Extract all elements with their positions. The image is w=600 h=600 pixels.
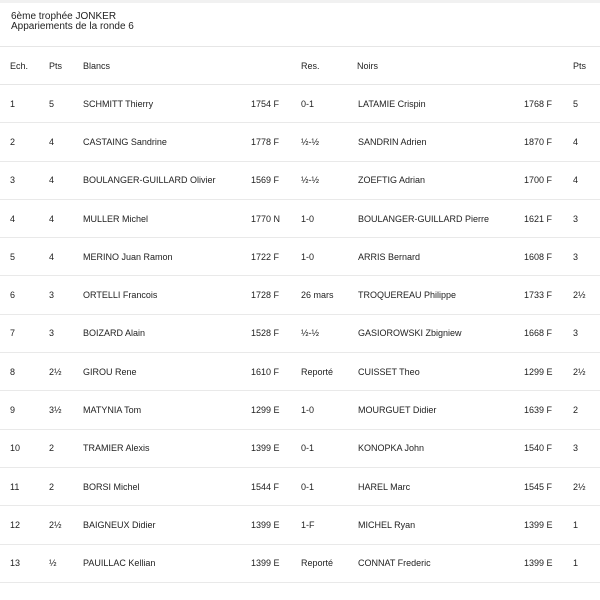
- cell-white-rating: 1610 F: [239, 353, 291, 391]
- cell-white-rating: 1544 F: [239, 467, 291, 505]
- cell-result: 0-1: [291, 429, 347, 467]
- table-row: [0, 506, 600, 544]
- cell-black-rating: 1621 F: [512, 199, 563, 237]
- cell-result: 1-0: [291, 238, 347, 276]
- header-white-elo: [239, 47, 291, 85]
- cell-board-number: 7: [0, 314, 39, 352]
- cell-board-number: 9: [0, 391, 39, 429]
- cell-black-player: ZOEFTIG Adrian: [347, 161, 512, 199]
- cell-white-player: BAIGNEUX Didier: [73, 506, 239, 544]
- cell-black-player: BOULANGER-GUILLARD Pierre: [347, 199, 512, 237]
- table-row: [0, 238, 600, 276]
- cell-white-points: 3½: [39, 391, 73, 429]
- cell-board-number: 2: [0, 123, 39, 161]
- cell-black-player: CUISSET Theo: [347, 353, 512, 391]
- header-pts: Pts: [39, 47, 73, 85]
- cell-white-points: 4: [39, 123, 73, 161]
- cell-white-rating: 1728 F: [239, 276, 291, 314]
- cell-board-number: 11: [0, 467, 39, 505]
- cell-black-rating: 1668 F: [512, 314, 563, 352]
- cell-result: 0-1: [291, 467, 347, 505]
- cell-board-number: 6: [0, 276, 39, 314]
- cell-white-player: PAUILLAC Kellian: [73, 544, 239, 582]
- page-header: [11, 12, 134, 32]
- cell-black-rating: 1870 F: [512, 123, 563, 161]
- cell-black-points: 5: [563, 85, 600, 123]
- cell-white-player: BOIZARD Alain: [73, 314, 239, 352]
- cell-black-rating: 1399 E: [512, 544, 563, 582]
- header-ech: Ech.: [0, 47, 39, 85]
- tournament-title: 6ème trophée JONKER: [11, 11, 117, 22]
- table-row: [0, 544, 600, 582]
- cell-black-points: 1: [563, 506, 600, 544]
- cell-black-player: LATAMIE Crispin: [347, 85, 512, 123]
- cell-result: Reporté: [291, 353, 347, 391]
- cell-white-points: 4: [39, 161, 73, 199]
- cell-board-number: 10: [0, 429, 39, 467]
- cell-black-rating: 1399 E: [512, 506, 563, 544]
- cell-black-points: 2½: [563, 467, 600, 505]
- cell-black-rating: 1639 F: [512, 391, 563, 429]
- cell-white-player: MULLER Michel: [73, 199, 239, 237]
- cell-black-rating: 1299 E: [512, 353, 563, 391]
- header-black: Noirs: [347, 47, 512, 85]
- table-row: [0, 467, 600, 505]
- pairings-table: [0, 46, 600, 583]
- table-row: [0, 276, 600, 314]
- cell-white-rating: 1754 F: [239, 85, 291, 123]
- cell-white-points: 2: [39, 429, 73, 467]
- cell-white-rating: 1399 E: [239, 544, 291, 582]
- cell-white-player: TRAMIER Alexis: [73, 429, 239, 467]
- cell-black-points: 3: [563, 238, 600, 276]
- cell-white-rating: 1399 E: [239, 429, 291, 467]
- cell-black-rating: 1733 F: [512, 276, 563, 314]
- header-black-pts: Pts: [563, 47, 600, 85]
- cell-white-points: 2½: [39, 353, 73, 391]
- table-row: [0, 85, 600, 123]
- cell-white-player: ORTELLI Francois: [73, 276, 239, 314]
- cell-black-points: 2: [563, 391, 600, 429]
- cell-board-number: 4: [0, 199, 39, 237]
- header-white: Blancs: [73, 47, 239, 85]
- table-row: [0, 161, 600, 199]
- cell-white-player: GIROU Rene: [73, 353, 239, 391]
- cell-black-points: 3: [563, 429, 600, 467]
- cell-white-points: 4: [39, 199, 73, 237]
- cell-black-player: MICHEL Ryan: [347, 506, 512, 544]
- table-row: [0, 199, 600, 237]
- cell-black-rating: 1545 F: [512, 467, 563, 505]
- table-row: [0, 314, 600, 352]
- cell-black-player: GASIOROWSKI Zbigniew: [347, 314, 512, 352]
- cell-result: ½-½: [291, 314, 347, 352]
- cell-white-rating: 1722 F: [239, 238, 291, 276]
- cell-black-player: TROQUEREAU Philippe: [347, 276, 512, 314]
- cell-black-points: 3: [563, 314, 600, 352]
- header-black-elo: [512, 47, 563, 85]
- cell-black-points: 4: [563, 123, 600, 161]
- cell-white-player: BORSI Michel: [73, 467, 239, 505]
- cell-result: 1-0: [291, 391, 347, 429]
- cell-black-rating: 1700 F: [512, 161, 563, 199]
- cell-board-number: 8: [0, 353, 39, 391]
- cell-black-player: SANDRIN Adrien: [347, 123, 512, 161]
- cell-black-player: KONOPKA John: [347, 429, 512, 467]
- cell-black-points: 1: [563, 544, 600, 582]
- cell-white-rating: 1569 F: [239, 161, 291, 199]
- cell-white-player: MATYNIA Tom: [73, 391, 239, 429]
- header-res: Res.: [291, 47, 347, 85]
- cell-result: ½-½: [291, 161, 347, 199]
- cell-white-rating: 1528 F: [239, 314, 291, 352]
- cell-black-rating: 1608 F: [512, 238, 563, 276]
- table-row: [0, 353, 600, 391]
- cell-white-rating: 1778 F: [239, 123, 291, 161]
- cell-black-player: ARRIS Bernard: [347, 238, 512, 276]
- cell-black-points: 4: [563, 161, 600, 199]
- table-row: [0, 391, 600, 429]
- cell-white-points: 2: [39, 467, 73, 505]
- cell-black-player: HAREL Marc: [347, 467, 512, 505]
- top-divider: [0, 0, 600, 3]
- cell-result: ½-½: [291, 123, 347, 161]
- table-header-row: [0, 47, 600, 85]
- cell-board-number: 5: [0, 238, 39, 276]
- cell-black-points: 2½: [563, 353, 600, 391]
- cell-black-rating: 1540 F: [512, 429, 563, 467]
- cell-black-points: 2½: [563, 276, 600, 314]
- cell-white-player: MERINO Juan Ramon: [73, 238, 239, 276]
- cell-white-points: 2½: [39, 506, 73, 544]
- cell-white-points: 3: [39, 314, 73, 352]
- cell-black-player: MOURGUET Didier: [347, 391, 512, 429]
- cell-result: 26 mars: [291, 276, 347, 314]
- cell-white-points: 3: [39, 276, 73, 314]
- table-row: [0, 123, 600, 161]
- cell-white-points: 4: [39, 238, 73, 276]
- cell-white-points: 5: [39, 85, 73, 123]
- cell-result: Reporté: [291, 544, 347, 582]
- table-row: [0, 429, 600, 467]
- cell-white-player: SCHMITT Thierry: [73, 85, 239, 123]
- cell-board-number: 1: [0, 85, 39, 123]
- cell-board-number: 13: [0, 544, 39, 582]
- cell-white-rating: 1770 N: [239, 199, 291, 237]
- cell-black-rating: 1768 F: [512, 85, 563, 123]
- round-subtitle: Appariements de la ronde 6: [11, 21, 134, 32]
- cell-black-player: CONNAT Frederic: [347, 544, 512, 582]
- cell-result: 1-0: [291, 199, 347, 237]
- cell-black-points: 3: [563, 199, 600, 237]
- cell-white-rating: 1299 E: [239, 391, 291, 429]
- cell-white-points: ½: [39, 544, 73, 582]
- cell-board-number: 3: [0, 161, 39, 199]
- cell-white-player: CASTAING Sandrine: [73, 123, 239, 161]
- cell-result: 0-1: [291, 85, 347, 123]
- cell-white-rating: 1399 E: [239, 506, 291, 544]
- cell-result: 1-F: [291, 506, 347, 544]
- cell-white-player: BOULANGER-GUILLARD Olivier: [73, 161, 239, 199]
- cell-board-number: 12: [0, 506, 39, 544]
